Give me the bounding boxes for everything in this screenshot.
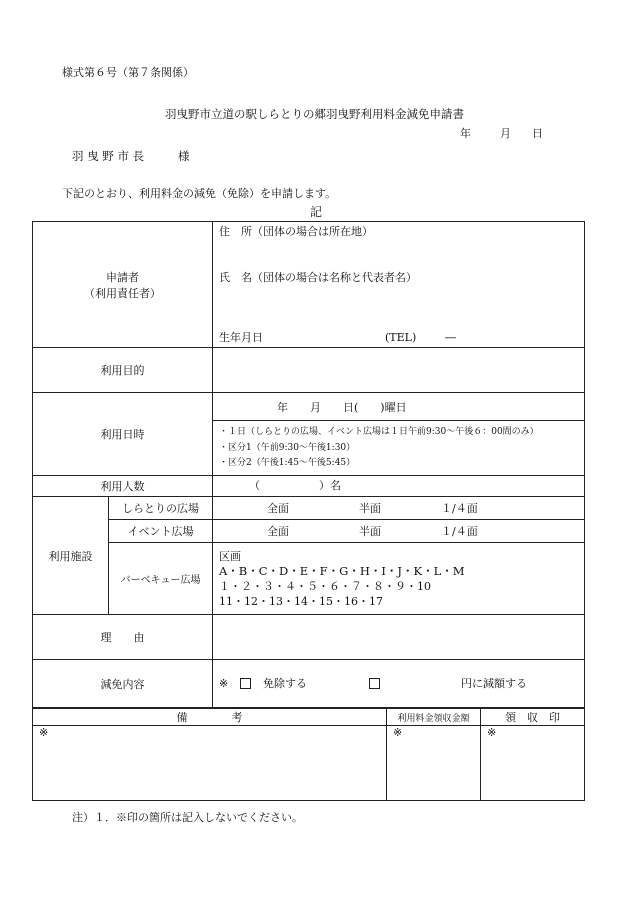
addressee-suffix: 様 — [178, 149, 190, 163]
datetime-date-line: 年 月 日( )曜日 — [277, 401, 407, 414]
facility-plaza2: イベント広場 — [109, 520, 213, 543]
fee-received-cell — [387, 726, 481, 801]
facility-label: 利用施設 — [33, 497, 109, 615]
people-open-paren: （ — [249, 479, 260, 492]
date-day-label: 日 — [532, 127, 543, 140]
facility-plaza2-options[interactable] — [213, 520, 585, 543]
datetime-label: 利用日時 — [33, 393, 213, 476]
fee-mark: ※ — [393, 726, 403, 739]
footnote: 注）１．※印の箇所は記入しないでください。 — [72, 811, 303, 824]
reduction-mark: ※ — [219, 677, 229, 690]
people-label: 利用人数 — [33, 476, 213, 497]
remarks-header: 備 考 — [33, 709, 387, 726]
ki-heading: 記 — [310, 205, 323, 219]
plaza1-quarter[interactable]: １/４面 — [441, 502, 478, 515]
people-cell[interactable] — [213, 476, 585, 497]
people-unit: ）名 — [319, 479, 341, 492]
applicant-field-cell[interactable] — [213, 222, 585, 348]
office-use-table — [32, 708, 585, 801]
remarks-cell — [33, 726, 387, 801]
seal-cell — [481, 726, 585, 801]
form-number: 様式第６号（第７条関係） — [62, 66, 194, 79]
plaza2-quarter[interactable]: １/４面 — [441, 525, 478, 538]
fee-received-header: 利用料金領収金額 — [387, 709, 481, 726]
reduce-label: 円に減額する — [461, 677, 527, 690]
application-table — [32, 221, 585, 708]
plaza1-full[interactable]: 全面 — [267, 502, 289, 515]
bbq-area-numbers-2[interactable]: 11・12・13・14・15・16・17 — [219, 595, 383, 608]
seal-mark: ※ — [487, 726, 497, 739]
addressee: 羽 曳 野 市 長 — [72, 149, 145, 163]
applicant-label: 申請者 — [106, 270, 139, 284]
reduction-label: 減免内容 — [33, 660, 213, 708]
facility-bbq: バーベキュー広場 — [109, 543, 213, 615]
datetime-option-full-day: ・１日（しらとりの広場、イベント広場は１日午前9:30～午後６：00間のみ） — [219, 427, 539, 437]
reason-input-cell[interactable] — [213, 615, 585, 660]
exempt-label: 免除する — [263, 677, 307, 690]
bbq-area-label: 区画 — [219, 550, 241, 563]
bbq-area-letters[interactable]: A・B・C・D・E・F・G・H・I・J・K・L・M — [219, 564, 465, 578]
page-title: 羽曳野市立道の駅しらとりの郷羽曳野利用料金減免申請書 — [165, 107, 464, 121]
datetime-cell[interactable] — [213, 393, 585, 476]
date-month-label: 月 — [500, 127, 511, 140]
purpose-label: 利用目的 — [33, 348, 213, 393]
reduce-checkbox[interactable] — [369, 678, 380, 689]
birthdate-field-label: 生年月日 — [219, 331, 263, 344]
purpose-input-cell[interactable] — [213, 348, 585, 393]
applicant-label-sub: （利用責任者） — [84, 286, 161, 300]
facility-plaza1: しらとりの広場 — [109, 497, 213, 520]
plaza2-full[interactable]: 全面 — [267, 525, 289, 538]
intro-text: 下記のとおり、利用料金の減免（免除）を申請します。 — [62, 187, 337, 200]
reason-label: 理 由 — [33, 615, 213, 660]
plaza1-half[interactable]: 半面 — [359, 502, 381, 515]
datetime-option-slot2: ・区分2（午後1:45～午後5:45） — [219, 458, 356, 468]
facility-plaza1-options[interactable] — [213, 497, 585, 520]
tel-field-label: (TEL) — [385, 331, 417, 344]
date-year-label: 年 — [460, 127, 471, 140]
exempt-checkbox[interactable] — [240, 678, 251, 689]
tel-dash: ― — [445, 331, 456, 344]
name-field-label: 氏 名（団体の場合は名称と代表者名） — [219, 271, 417, 284]
datetime-divider — [213, 420, 585, 421]
applicant-label-cell — [33, 222, 213, 348]
remarks-mark: ※ — [39, 726, 49, 739]
seal-header: 領 収 印 — [481, 709, 585, 726]
reduction-cell[interactable] — [213, 660, 585, 708]
datetime-option-slot1: ・区分1（午前9:30～午後1:30） — [219, 443, 356, 453]
plaza2-half[interactable]: 半面 — [359, 525, 381, 538]
address-field-label: 住 所（団体の場合は所在地） — [219, 225, 373, 238]
bbq-area-numbers-1[interactable]: １・２・３・４・５・６・７・８・９・10 — [219, 580, 431, 593]
facility-bbq-options[interactable] — [213, 543, 585, 615]
